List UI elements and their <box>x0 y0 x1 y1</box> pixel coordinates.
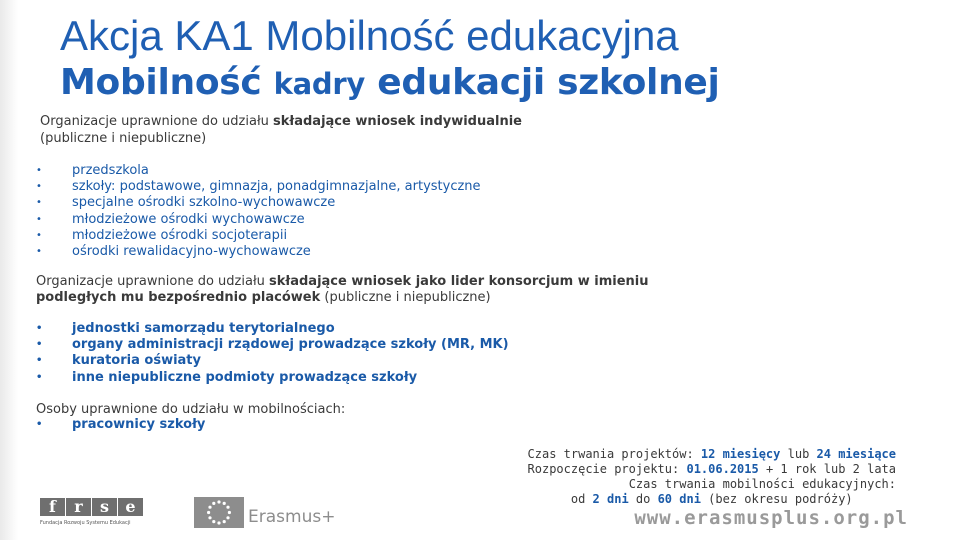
list-item-text: inne niepubliczne podmioty prowadzące szkoły <box>72 369 418 385</box>
slide-title-line1: Akcja KA1 Mobilność edukacyjna <box>60 12 679 59</box>
list-item <box>36 195 481 211</box>
participants-list <box>36 417 205 433</box>
info-highlight: 01.06.2015 <box>686 462 759 476</box>
bullet-icon: • <box>36 213 42 225</box>
list-item <box>36 337 509 353</box>
frse-logo <box>40 498 144 534</box>
list-item <box>36 321 509 337</box>
consortium-eligible-list <box>36 321 509 386</box>
info-text: Rozpoczęcie projektu: <box>527 462 687 476</box>
bullet-icon: • <box>36 165 42 176</box>
bullet-icon: • <box>36 371 43 383</box>
info-text: od <box>570 492 593 506</box>
website-url: www.erasmusplus.org.pl <box>634 507 908 529</box>
bullet-icon: • <box>36 323 43 334</box>
left-decoration-stripe <box>0 0 18 540</box>
list-item <box>36 163 481 179</box>
frse-letter-f: f <box>40 498 65 516</box>
bullet-icon: • <box>36 339 43 351</box>
info-line-mobility-duration <box>528 492 896 507</box>
list-item <box>36 228 481 244</box>
info-line-project-duration <box>528 447 896 462</box>
erasmus-plus-logo: Erasmus+ <box>248 507 336 527</box>
list-item <box>36 353 509 369</box>
title-word-edukacji-szkolnej: edukacji szkolnej <box>365 62 720 103</box>
info-highlight: 2 dni <box>592 492 629 506</box>
title-word-mobilnosc: Mobilność <box>60 62 274 103</box>
intro1-second-line: (publiczne i niepubliczne) <box>40 131 207 146</box>
bullet-icon: • <box>36 229 42 241</box>
eu-flag-icon <box>194 497 244 528</box>
bullet-icon: • <box>36 246 42 258</box>
intro1-plain: Organizacje uprawnione do udziału <box>40 114 274 129</box>
info-highlight: 60 dni <box>657 492 701 506</box>
list-item <box>36 370 509 386</box>
slide-title-line2 <box>60 62 720 103</box>
list-item <box>36 212 481 228</box>
list-item <box>36 417 205 433</box>
bullet-icon: • <box>36 419 43 430</box>
project-duration-info <box>528 447 896 507</box>
frse-letter-e: e <box>118 498 143 516</box>
intro-consortium-applicants <box>36 274 649 306</box>
info-text: Czas trwania projektów: <box>527 447 701 461</box>
frse-letter-s: s <box>92 498 117 516</box>
intro2-plain: Organizacje uprawnione do udziału <box>36 274 270 289</box>
info-highlight: 24 miesiące <box>816 447 896 461</box>
intro2-bold: składające wniosek jako lider konsorcjum w imieniu <box>269 274 649 289</box>
intro1-bold: składające wniosek indywidualnie <box>273 114 523 129</box>
intro2-line2-plain: (publiczne i niepubliczne) <box>320 290 491 305</box>
title-word-kadry: kadry <box>273 67 365 101</box>
list-item-text: szkoły: podstawowe, gimnazja, ponadgimnazjalne, artystyczne <box>72 179 481 195</box>
list-item <box>36 179 481 195</box>
list-item-text: kuratoria oświaty <box>72 353 201 369</box>
frse-subtitle: Fundacja Rozwoju Systemu Edukacji <box>40 520 131 526</box>
eu-stars-icon <box>194 497 244 528</box>
list-item-text: specjalne ośrodki szkolno-wychowawcze <box>72 195 336 211</box>
list-item-text: jednostki samorządu terytorialnego <box>72 321 335 336</box>
info-text: (bez okresu podróży) <box>700 492 853 506</box>
info-line-project-start <box>528 462 896 477</box>
info-text: do <box>628 492 658 506</box>
frse-letter-r: r <box>66 498 91 516</box>
bullet-icon: • <box>36 181 42 193</box>
list-item-text: ośrodki rewalidacyjno-wychowawcze <box>72 244 311 260</box>
list-item-text: młodzieżowe ośrodki wychowawcze <box>72 211 305 227</box>
info-text: + 1 rok lub 2 lata <box>758 462 896 476</box>
list-item-text: pracownicy szkoły <box>72 417 206 432</box>
list-item-text: młodzieżowe ośrodki socjoterapii <box>72 227 288 243</box>
list-item-text: organy administracji rządowej prowadzące szkoły (MR, MK) <box>72 337 509 353</box>
bullet-icon: • <box>36 197 42 209</box>
info-text: lub <box>780 447 817 461</box>
bullet-icon: • <box>36 355 43 367</box>
intro-mobility-participants: Osoby uprawnione do udziału w mobilnościach: <box>36 402 346 417</box>
list-item-text: przedszkola <box>72 163 149 178</box>
intro2-line2-bold: podległych mu bezpośrednio placówek <box>36 290 321 305</box>
list-item <box>36 244 481 260</box>
info-line-mobility-duration-label: Czas trwania mobilności edukacyjnych: <box>628 477 896 491</box>
intro-individual-applicants <box>40 113 522 147</box>
info-highlight: 12 miesięcy <box>700 447 781 461</box>
individual-eligible-list <box>36 163 481 260</box>
